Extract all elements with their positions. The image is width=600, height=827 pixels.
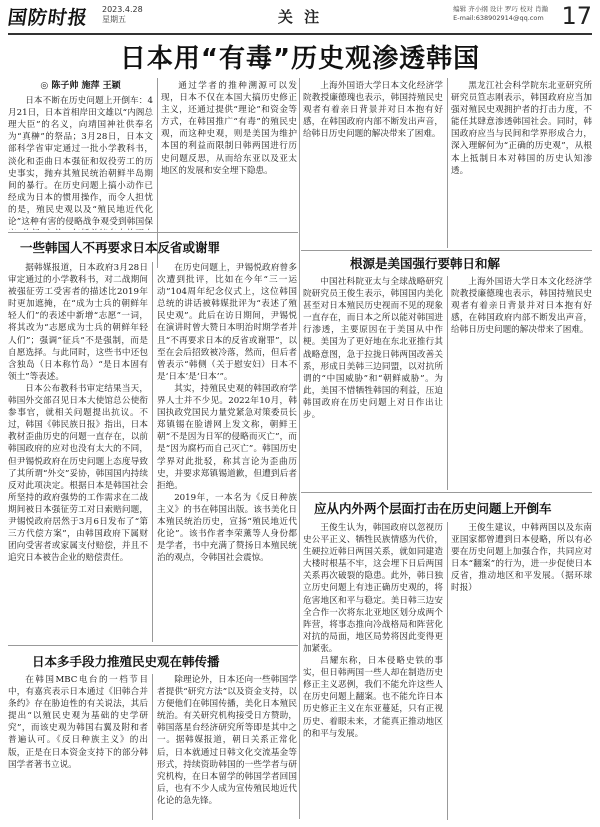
article-column <box>8 674 148 820</box>
editors-credit: 编辑 齐小纲 设计 罗巧 校对 肖瀚 <box>453 5 548 13</box>
article-paragraph: 王俊生认为，韩国政府以忽视历史公平正义、牺牲民族情感为代价，生硬拉近韩日两国关系，就如同建造大楼时根基不牢，这会埋下日后两国关系再次破裂的隐患。此外，韩日独立历史问题上有违正确历史观的，将危害地区和平与稳定。美日韩三边安全合作一次将东北亚地区划分成两个阵营，将事态推向冷战格局和阵营化对抗的局面，地区局势将因此变得更加紧张。 <box>303 523 443 654</box>
article-paragraph: 2019年，一本名为《反日种族主义》的书在韩国出版。该书美化日本殖民统治历史，宣扬“殖民地近代化论”。该书作者李荣薰等人身份都是学者，书中充满了赞扬日本殖民统治的观点，令韩国社会震惊。 <box>157 492 297 564</box>
section-name: 关 注 <box>277 8 323 26</box>
section-divider <box>8 232 298 233</box>
intro-column <box>8 80 153 230</box>
editors-block <box>453 5 548 23</box>
intro-paragraph: 日本不断在历史问题上开倒车：4月21日，日本首相岸田文雄以“内阁总理大臣”的名义，向靖国神社供奉名为“真榊”的祭品；3月28日，日本文部科学省审定通过一批小学教科书，淡化和歪曲日本强征和奴役劳工的历史事实，抛弃其殖民统治朝鲜半岛期间的暴行。在历史问题上搞小动作已经成为日本的惯用操作，而令人担忧的是，殖民史观以及“殖民地近代化论”这种有害的侵略战争观受到韩国保 <box>8 96 153 228</box>
column-divider <box>447 276 448 490</box>
page-number: 17 <box>561 2 592 30</box>
article-paragraph: 黑龙江社会科学院东北亚研究所研究员笪志刚表示，韩国政府应当加强对殖民史观拥护者的打击力度，不能任其肆意渗透韩国社会。同时，韩国政府应当与民间和学界形成合力，深入理解何为“正确的历史观”，从根本上抵制日本对韩国的历史认知渗透。 <box>451 81 592 176</box>
article-column <box>157 674 297 820</box>
section-title: 应从内外两个层面打击在历史问题上开倒车 <box>314 501 552 516</box>
section-divider <box>301 250 592 251</box>
article-paragraph: 中国社科院亚太与全球战略研究院研究员王俊生表示，韩国国内美化甚至对日本殖民历史视而不见的现象一直存在，而日本之所以能对韩国进行渗透，主要原因在于美国从中作梗。美国为了更好地在东北亚推行其战略意图，急于拉拢日韩两国改善关系，形成日美韩三边同盟，以对抗所谓的“中国威胁”和“朝鲜威胁”。为此，美国不惜牺牲韩国的利益，压迫韩国政府在历史问题上对日作出让步。 <box>303 277 443 421</box>
article-column <box>157 262 297 642</box>
intro-paragraph: 通过学者的推种溯源可以发现，日本不仅在本国大搞历史修正主义，还通过提供“理论”和资金等方式，在韩国推广“有毒”的殖民史观，而这种史观，则是美国为维护本国的利益而限制日韩两国进行历史问题反思，从而给东亚以及亚太地区的发展和安全埋下隐患。 <box>161 81 297 176</box>
column-divider <box>299 78 300 819</box>
article-paragraph: 除理论外，日本还向一些韩国学者提供“研究方法”以及资金支持，以方便他们在韩国传播，美化日本殖民统治。有关研究机构接受日方赞助，韩国落星台经济研究所等即是其中之一。据韩媒报道，朝日关系正常化后，日本就通过日韩文化交流基金等形式，持续资助韩国的一些学者与研究机构，在日本留学的韩国学者回国后，也有不少人成为宣传殖民地近代化论的急先锋。 <box>157 675 297 806</box>
section-title: 一些韩国人不再要求日本反省或谢罪 <box>20 240 221 255</box>
article-column <box>303 276 443 490</box>
column-divider <box>447 78 448 248</box>
section-divider <box>8 645 298 646</box>
article-paragraph: 上海外国语大学日本文化经济学院教授廉德瑰也表示，韩国持殖民史观者有着亲日背景并对日本抱有好感，在韩国政府内部不断发出声音，给韩日历史问题的解决带来了困难。 <box>303 81 443 140</box>
intro-continuation-2 <box>451 80 592 248</box>
article-paragraph: 在韩国MBC电台的一档节目中，有嘉宾表示日本通过《旧韩合并条约》存在胁迫性的有关说法，其后提出“以殖民史观为基础的史学研究”，而该史观为韩国右翼及附和者普遍认可。《反日种族主义》的出版，正是在日本资金支持下的部分韩国学者著书立说。 <box>8 675 148 770</box>
section-title: 日本多手段力推殖民史观在韩传播 <box>32 654 220 669</box>
intro-continuation <box>303 80 443 248</box>
masthead <box>8 3 592 33</box>
article-paragraph: 在历史问题上，尹锡悦政府曾多次遭到批评，比如在今年“三一运动”104周年纪念仪式上，这位韩国总统的讲话被韩媒批评为“表述了殖民史观”。此后在访日期间，尹锡悦在演讲时曾大赞日本明治时期学者并且“不再要求日本的反省或谢罪”，以至在会后招致被冷落，然而，但后者曾表示“韩侧（关于慰安妇）日本不是‘日本’是‘日本’”。 <box>157 263 297 382</box>
article-column <box>451 276 592 490</box>
article-paragraph: 吕耀东称，日本侵略史铁的事实，但日韩两国一些人却在制造历史修正主义恶例，我们不能允许这些人在历史问题上翻案。也不能允许日本历史修正主义在东亚蔓延，只有正视历史、着眼未来，才能真正推动地区的和平与发展。 <box>303 656 443 739</box>
article-column <box>451 522 592 820</box>
page-title: 日本用“有毒”历史观渗透韩国 <box>119 44 481 74</box>
article-paragraph: 日本公布教科书审定结果当天，韩国外交部召见日本大使馆总公使衔参事官，就相关问题提出抗议。不过，韩国《韩民族日报》指出，日本教材歪曲历史的问题一直存在，以前韩国政府的应对也没有太大的不同，但尹锡悦政府在历史问题上态度导致了其所谓“外交”妥协，韩国国内持续反对此项决定。根据日本是韩国社会所坚持的政府强势的工作需求在二战期间被日本强征劳工对日索赔问题，尹锡悦政府居然于3月6日发布了“第三方代偿方案”，由韩国政府下属财团向受害者或家属支付赔偿，并且不追究日本被告企业的赔偿责任。 <box>8 383 148 564</box>
intro-column-2 <box>161 80 297 230</box>
article-paragraph: 王俊生建议，中韩两国以及东南亚国家都曾遭到日本侵略，所以有必要在历史问题上加强合作，共同应对日本“翻案”的行为，进一步促使日本反省，推动地区和平发展。（据环球时报） <box>451 523 592 594</box>
article-column <box>8 262 148 642</box>
article-paragraph: 据韩媒报道，日本政府3月28日审定通过的小学教科书，对二战期间被强征劳工受害者的描述比2019年时更加遮掩，在“成为士兵的朝鲜年轻人们”的表述中新增“志愿”一词，将其改为“志愿成为士兵的朝鲜年轻人们”；强调“征兵”不是强制，而是自愿选择。与此同时，这些书中还包含独岛（日本称竹岛）“是日本固有领土”等表述。 <box>8 263 148 382</box>
newspaper-logo: 国防时报 <box>6 7 90 29</box>
issue-date: 2023.4.28 <box>102 5 143 14</box>
byline: ◎ 陈子帅 施萍 王颖 <box>40 81 121 91</box>
editors-email: E-mail:638902914@qq.com <box>453 14 544 22</box>
masthead-rule <box>8 33 592 35</box>
article-paragraph: 其实，持殖民史观的韩国政府学界人士并不少见。2022年10月，韩国执政党国民力量党紧急对策委员长郑镇锡在脸谱网上发文称，朝鲜王朝“不是因为日军的侵略而灭亡”，而是“因为腐朽而自己灭亡”。韩国历史学界对此批驳，称其言论为歪曲历史，并要求郑镇锡道歉，但遭到后者拒绝。 <box>157 383 297 491</box>
column-divider <box>152 674 153 820</box>
column-divider <box>152 262 153 642</box>
section-divider <box>301 492 592 493</box>
article-column <box>303 522 443 820</box>
column-divider <box>447 522 448 820</box>
article-paragraph: 上海外国语大学日本文化经济学院教授廉德瑰也表示，韩国持殖民史观者有着亲日背景并对日本抱有好感，在韩国政府内部不断发出声音，给韩日历史问题的解决带来了困难。 <box>451 277 592 336</box>
issue-weekday: 星期五 <box>102 15 126 24</box>
section-title: 根源是美国强行要韩日和解 <box>350 256 501 271</box>
